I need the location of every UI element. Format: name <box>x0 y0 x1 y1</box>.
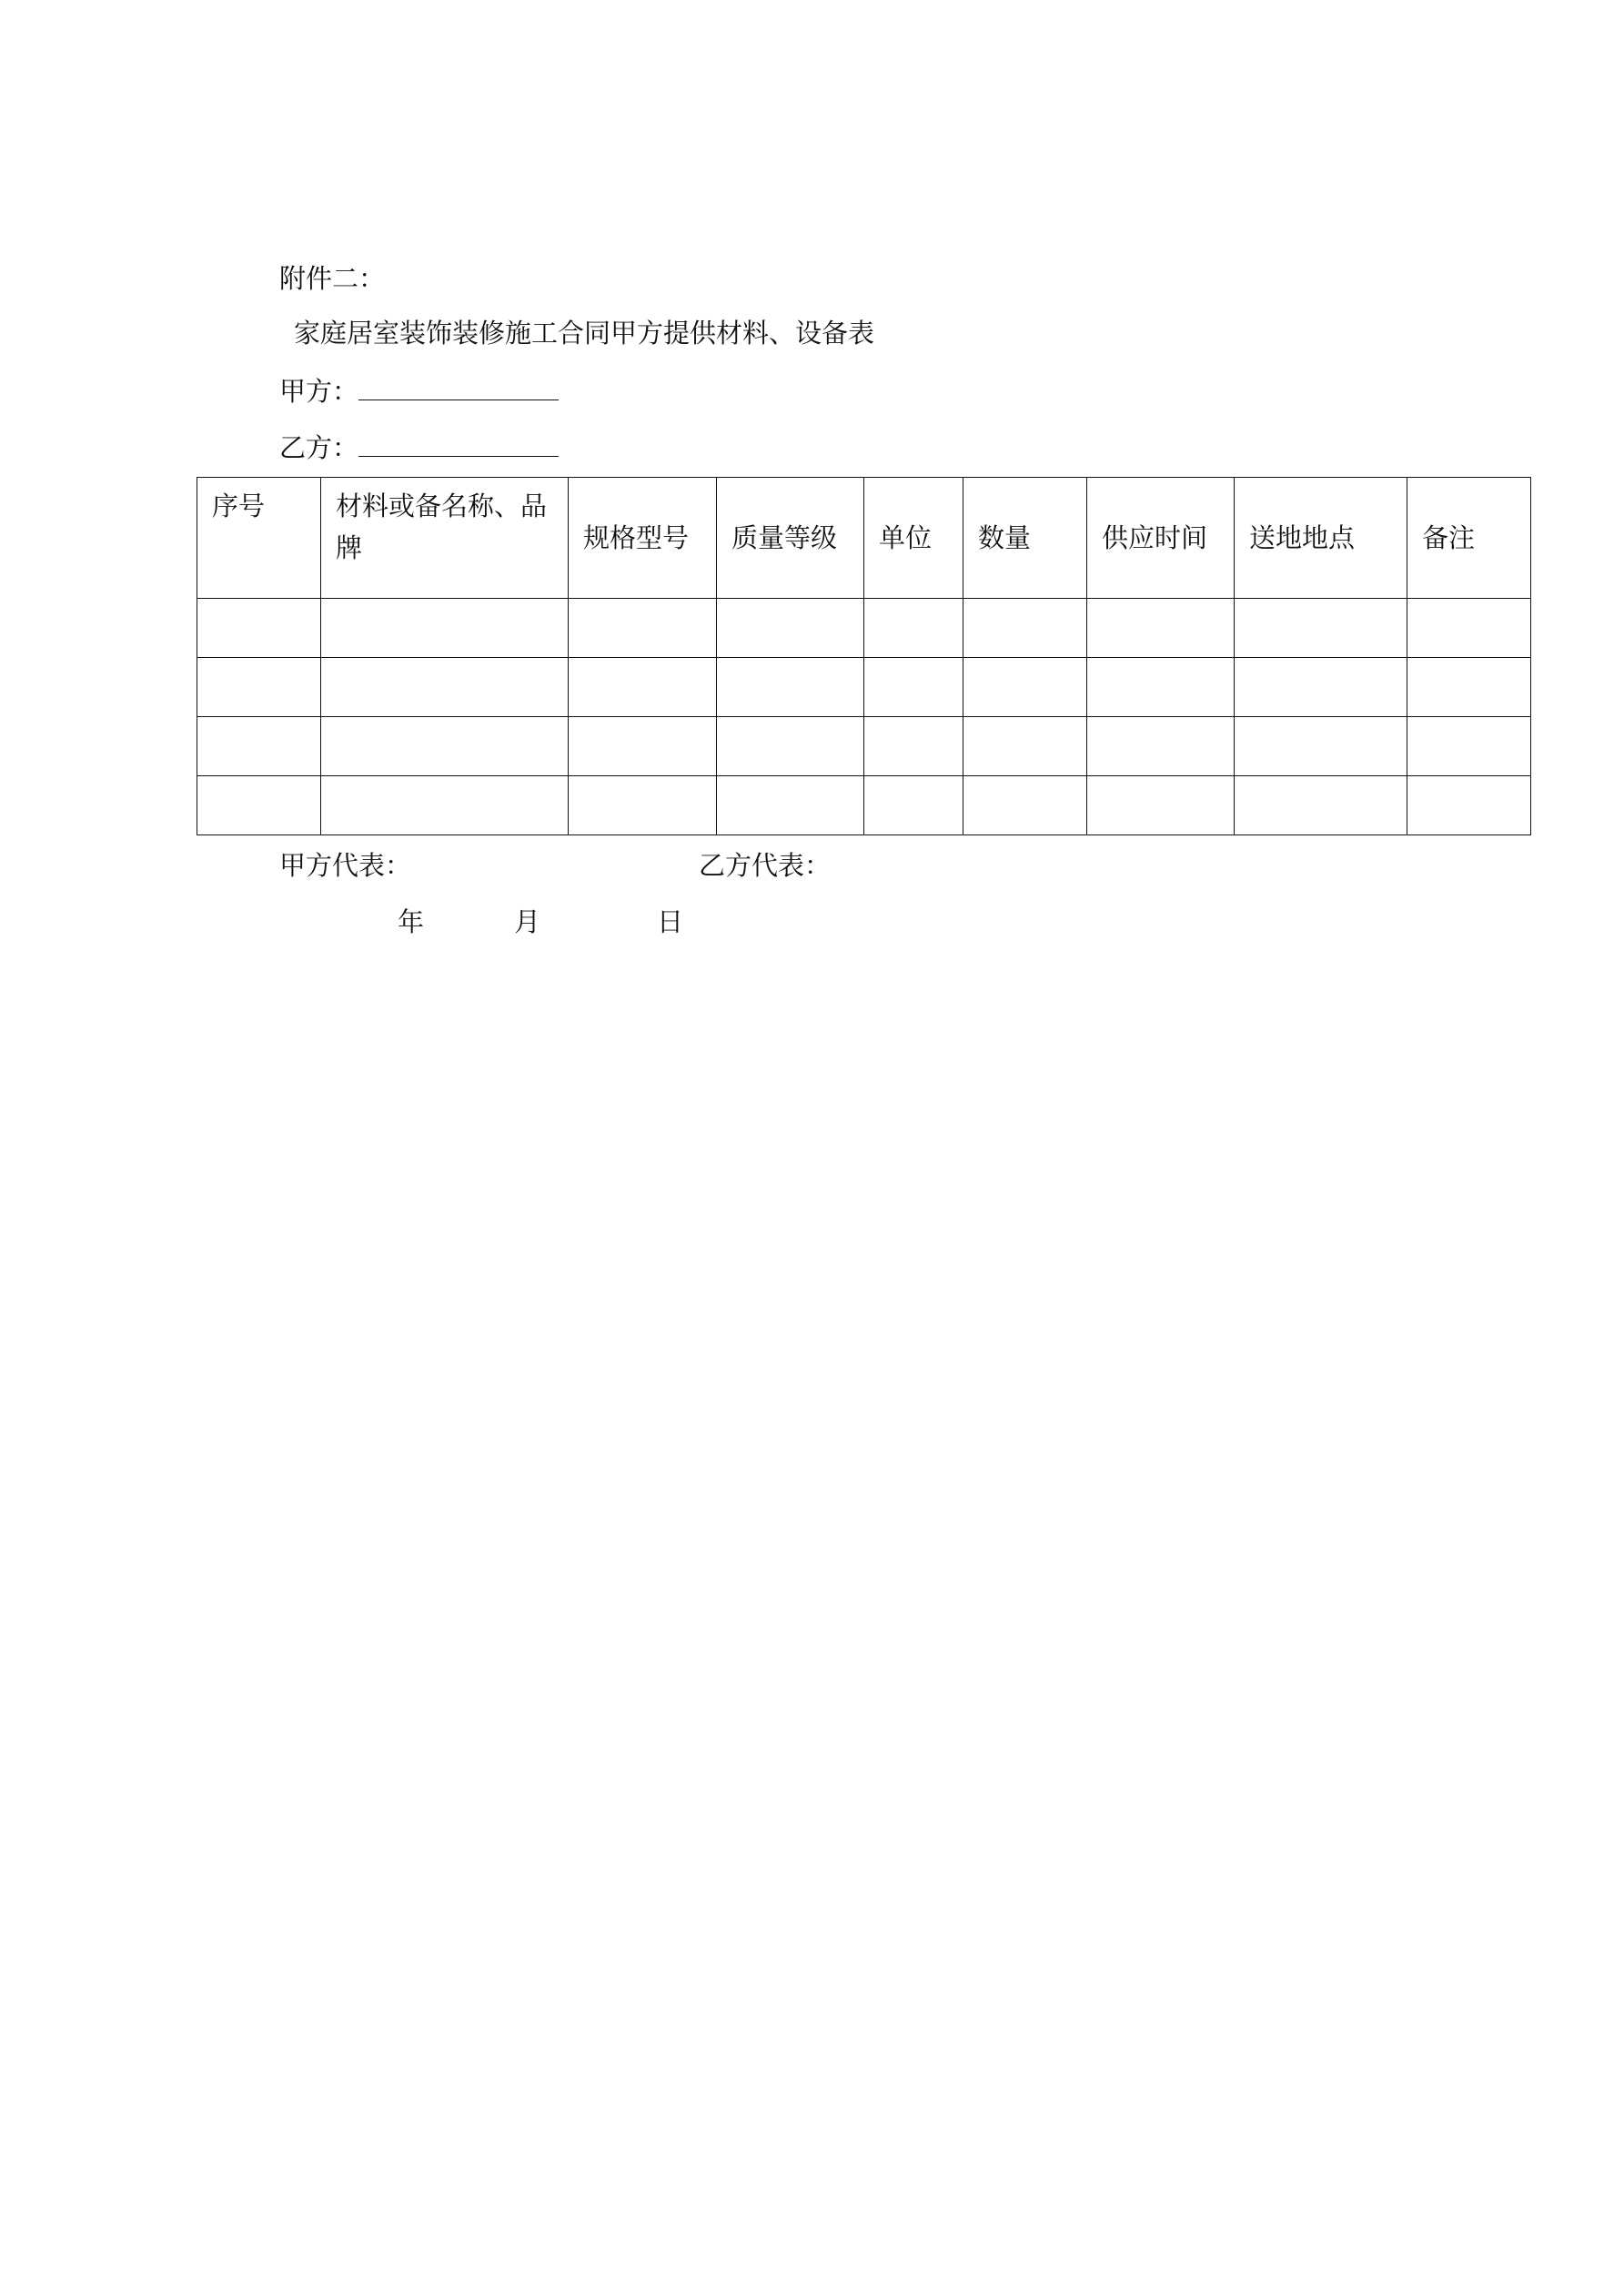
date-month-label: 月 <box>514 906 541 937</box>
col-header-remarks: 备注 <box>1407 478 1531 599</box>
table-cell[interactable] <box>197 658 321 717</box>
table-cell[interactable] <box>1407 658 1531 717</box>
table-cell[interactable] <box>569 599 717 658</box>
table-row <box>197 776 1531 835</box>
col-header-supply-time: 供应时间 <box>1087 478 1235 599</box>
party-b-rep-label: 乙方代表： <box>699 850 832 881</box>
date-day-label: 日 <box>657 906 684 937</box>
table-cell[interactable] <box>321 599 569 658</box>
table-cell[interactable] <box>717 658 864 717</box>
party-a-label: 甲方： <box>279 376 359 407</box>
table-row <box>197 599 1531 658</box>
table-cell[interactable] <box>963 776 1087 835</box>
party-a-blank[interactable] <box>358 378 559 400</box>
table-cell[interactable] <box>569 776 717 835</box>
col-header-unit: 单位 <box>864 478 963 599</box>
table-cell[interactable] <box>321 658 569 717</box>
table-cell[interactable] <box>569 658 717 717</box>
col-header-spec: 规格型号 <box>569 478 717 599</box>
table-row <box>197 658 1531 717</box>
table-cell[interactable] <box>197 776 321 835</box>
party-b-blank[interactable] <box>358 434 559 457</box>
table-cell[interactable] <box>864 599 963 658</box>
attachment-label: 附件二： <box>279 263 386 294</box>
table-cell[interactable] <box>1407 717 1531 776</box>
col-header-material-name: 材料或备名称、品牌 <box>321 478 569 599</box>
table-row <box>197 717 1531 776</box>
party-b-line <box>279 431 559 464</box>
table-cell[interactable] <box>1235 776 1407 835</box>
col-header-delivery-place: 送地地点 <box>1235 478 1407 599</box>
table-cell[interactable] <box>569 717 717 776</box>
table-cell[interactable] <box>1407 599 1531 658</box>
table-cell[interactable] <box>1235 658 1407 717</box>
table-cell[interactable] <box>197 717 321 776</box>
table-cell[interactable] <box>1087 776 1235 835</box>
table-cell[interactable] <box>1235 717 1407 776</box>
table-cell[interactable] <box>1407 776 1531 835</box>
table-cell[interactable] <box>321 776 569 835</box>
table-cell[interactable] <box>1087 658 1235 717</box>
table-cell[interactable] <box>1087 599 1235 658</box>
table-header-row <box>197 478 1531 599</box>
table-cell[interactable] <box>717 776 864 835</box>
col-header-quantity: 数量 <box>963 478 1087 599</box>
table-cell[interactable] <box>717 717 864 776</box>
col-header-index: 序号 <box>197 478 321 599</box>
party-a-line <box>279 375 559 408</box>
party-b-label: 乙方： <box>279 432 359 463</box>
table-cell[interactable] <box>864 776 963 835</box>
table-cell[interactable] <box>963 658 1087 717</box>
date-year-label: 年 <box>398 906 425 937</box>
table-cell[interactable] <box>864 658 963 717</box>
table-cell[interactable] <box>963 717 1087 776</box>
party-a-rep-label: 甲方代表： <box>279 850 412 881</box>
table-cell[interactable] <box>717 599 864 658</box>
col-header-quality: 质量等级 <box>717 478 864 599</box>
table-cell[interactable] <box>321 717 569 776</box>
table-cell[interactable] <box>1235 599 1407 658</box>
table-cell[interactable] <box>963 599 1087 658</box>
table-cell[interactable] <box>197 599 321 658</box>
table-cell[interactable] <box>864 717 963 776</box>
materials-table <box>197 477 1531 835</box>
document-title: 家庭居室装饰装修施工合同甲方提供材料、设备表 <box>294 318 875 349</box>
table-cell[interactable] <box>1087 717 1235 776</box>
